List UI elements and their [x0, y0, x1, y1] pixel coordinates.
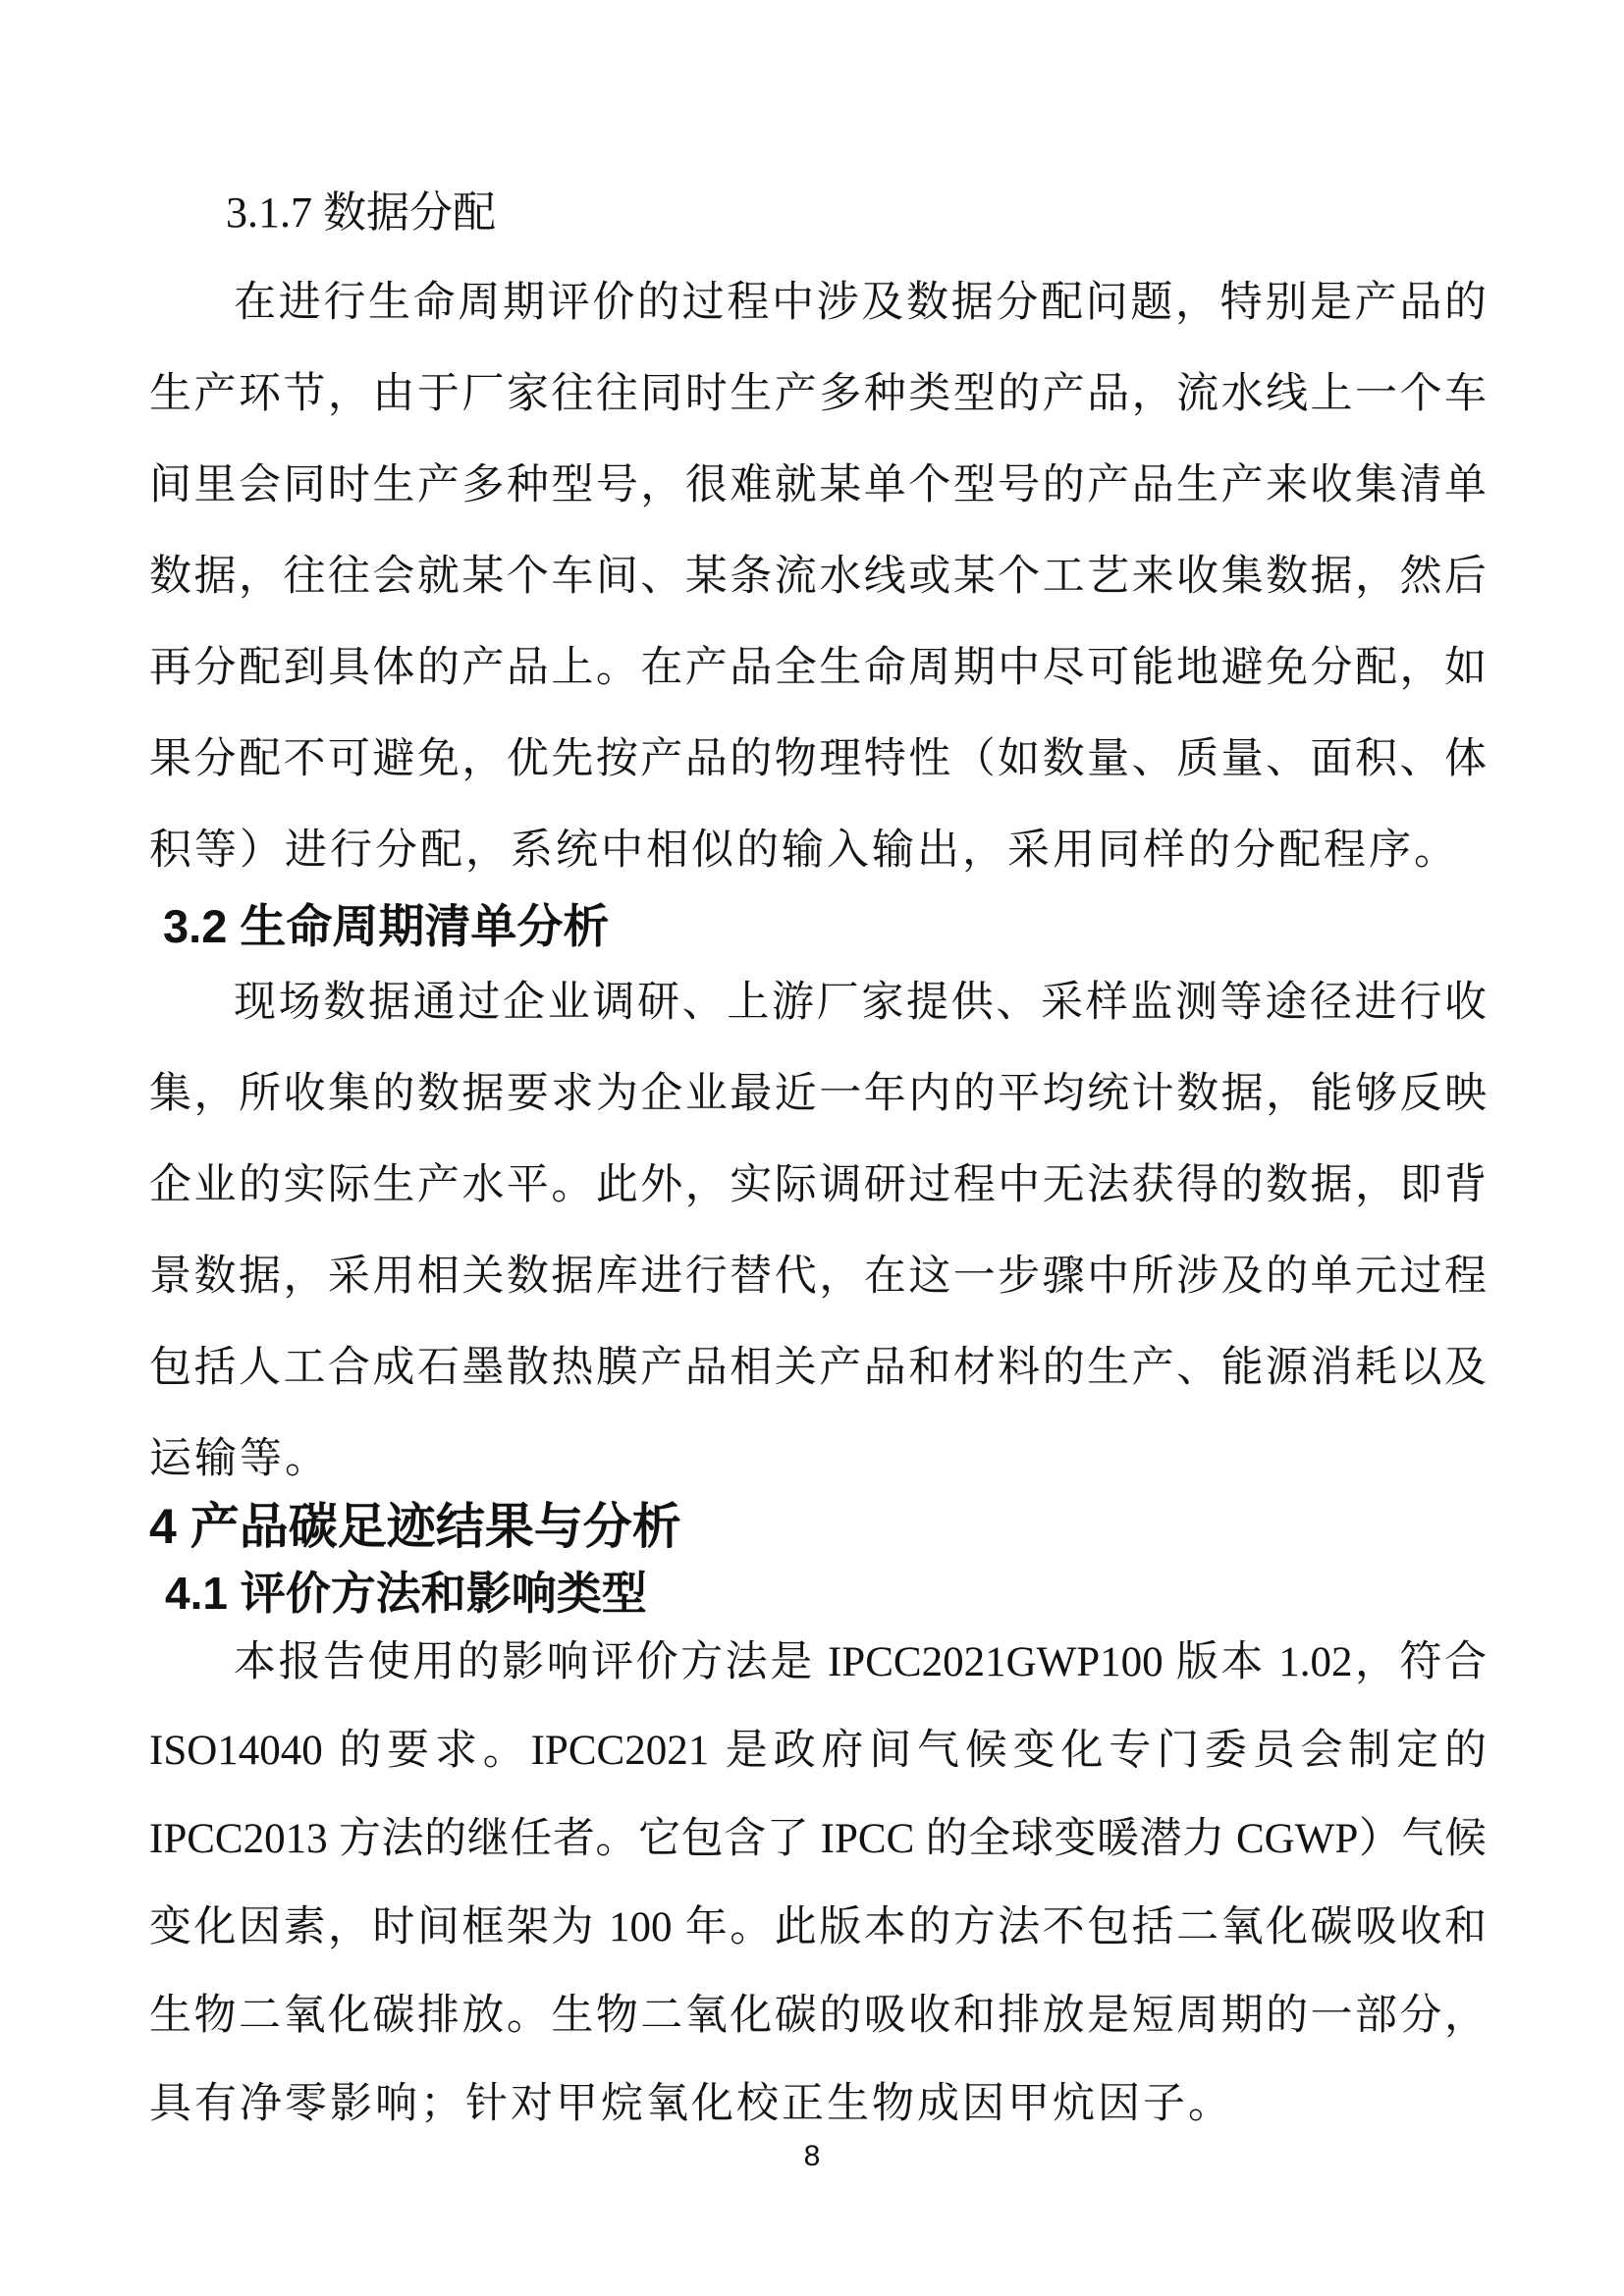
heading-3-2-life-cycle-inventory: 3.2 生命周期清单分析: [163, 900, 610, 952]
heading-4-1-evaluation-method: 4.1 评价方法和影响类型: [165, 1568, 647, 1619]
paragraph-line: 现场数据通过企业调研、上游厂家提供、采样监测等途径进行收: [234, 980, 1487, 1026]
paragraph-line: 运输等。: [149, 1436, 330, 1482]
page-number: 8: [803, 2140, 821, 2172]
paragraph-line: 生产环节，由于厂家往往同时生产多种类型的产品，流水线上一个车: [149, 371, 1487, 417]
paragraph-line: 积等）进行分配，系统中相似的输入输出，采用同样的分配程序。: [149, 828, 1459, 874]
paragraph-line: 数据，往往会就某个车间、某条流水线或某个工艺来收集数据，然后: [149, 554, 1487, 600]
paragraph-data-allocation: [149, 257, 1487, 896]
paragraph-line: 间里会同时生产多种型号，很难就某单个型号的产品生产来收集清单: [149, 462, 1487, 508]
paragraph-evaluation-method: [149, 1619, 1487, 2149]
paragraph-line: 本报告使用的影响评价方法是 IPCC2021GWP100 版本 1.02，符合: [234, 1639, 1487, 1685]
paragraph-line: 集，所收集的数据要求为企业最近一年内的平均统计数据，能够反映: [149, 1071, 1487, 1117]
paragraph-line: 再分配到具体的产品上。在产品全生命周期中尽可能地避免分配，如: [149, 645, 1487, 691]
paragraph-line: 变化因素，时间框架为 100 年。此版本的方法不包括二氧化碳吸收和: [149, 1904, 1487, 1950]
paragraph-line: 景数据，采用相关数据库进行替代，在这一步骤中所涉及的单元过程: [149, 1254, 1487, 1300]
paragraph-line: ISO14040 的要求。IPCC2021 是政府间气候变化专门委员会制定的: [149, 1728, 1487, 1774]
paragraph-line: 生物二氧化碳排放。生物二氧化碳的吸收和排放是短周期的一部分，: [149, 1993, 1487, 2039]
paragraph-line: 具有净零影响；针对甲烷氧化校正生物成因甲炕因子。: [149, 2081, 1233, 2127]
heading-4-carbon-footprint-results: 4 产品碳足迹结果与分析: [149, 1499, 681, 1554]
paragraph-inventory-analysis: [149, 957, 1487, 1505]
heading-3-1-7-data-allocation: 3.1.7 数据分配: [226, 188, 496, 237]
paragraph-line: IPCC2013 方法的继任者。它包含了 IPCC 的全球变暖潜力 CGWP）气候: [149, 1816, 1487, 1862]
paragraph-line: 在进行生命周期评价的过程中涉及数据分配问题，特别是产品的: [234, 280, 1487, 326]
paragraph-line: 果分配不可避免，优先按产品的物理特性（如数量、质量、面积、体: [149, 736, 1487, 782]
paragraph-line: 企业的实际生产水平。此外，实际调研过程中无法获得的数据，即背: [149, 1162, 1487, 1208]
paragraph-line: 包括人工合成石墨散热膜产品相关产品和材料的生产、能源消耗以及: [149, 1345, 1487, 1391]
